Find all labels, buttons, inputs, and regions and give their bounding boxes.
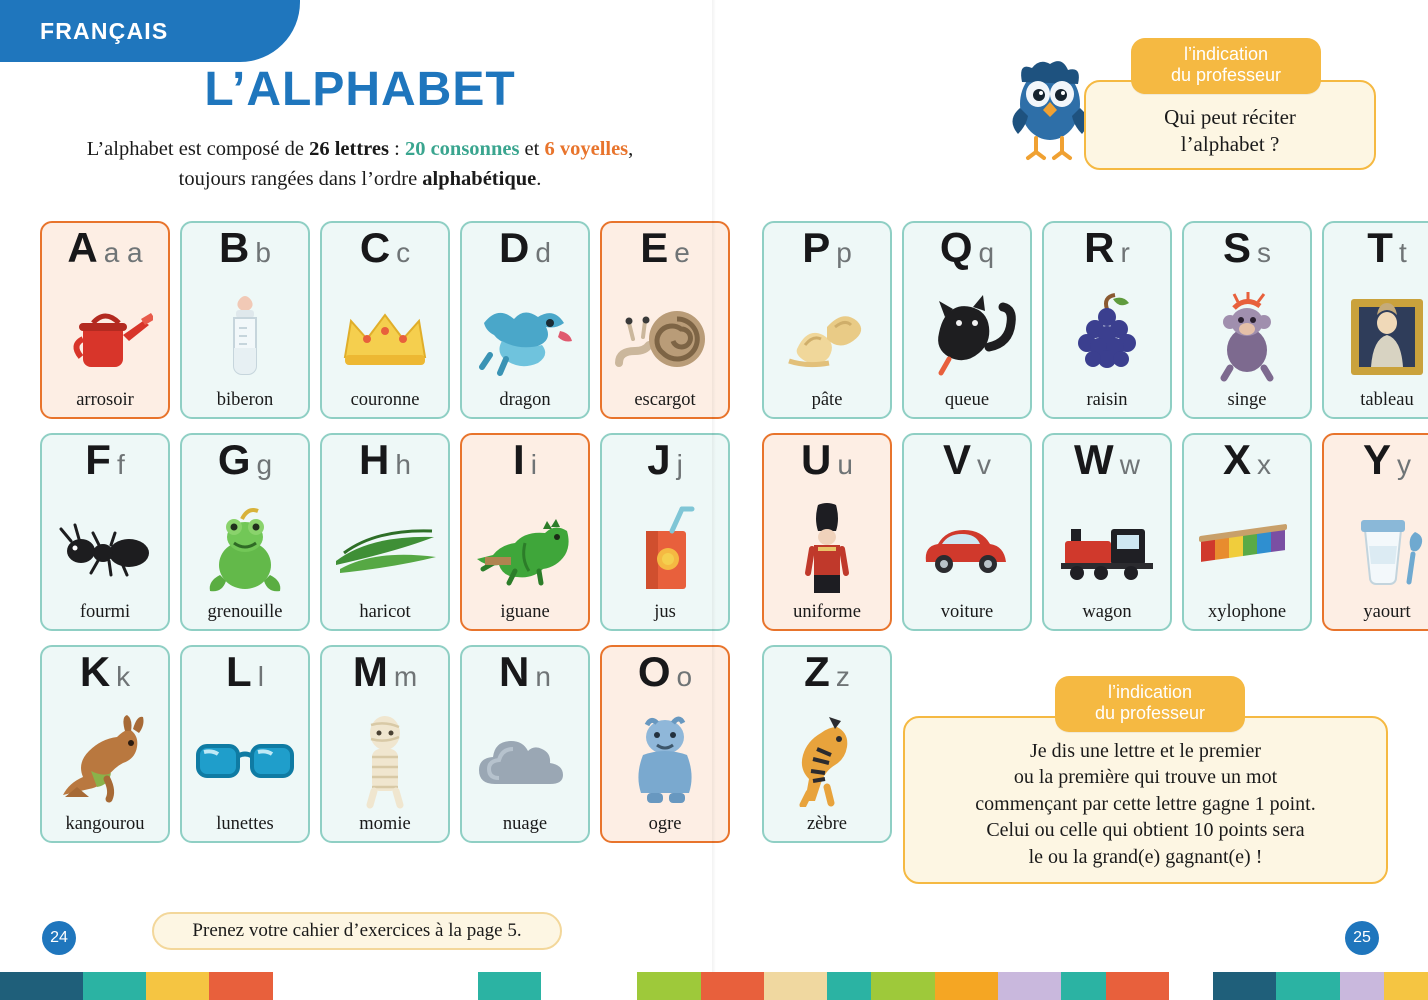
letter-upper: G — [217, 436, 251, 483]
letter-lower: g — [256, 449, 273, 480]
letter-word: kangourou — [65, 813, 145, 834]
letter-upper: W — [1074, 436, 1114, 483]
crown-icon — [322, 283, 448, 391]
letter-lower: n — [535, 661, 551, 692]
letter-card-p[interactable] — [762, 221, 892, 419]
letter-card-y[interactable] — [1322, 433, 1428, 631]
intro-part1: L’alphabet est composé de — [86, 138, 310, 160]
letter-card-f[interactable] — [40, 433, 170, 631]
intro-line2-bold: alphabétique — [422, 167, 537, 190]
letter-upper: F — [85, 436, 111, 483]
letter-word: ogre — [648, 813, 682, 834]
cat-tail-icon — [904, 283, 1030, 391]
letter-pair — [764, 436, 890, 495]
letter-pair — [42, 224, 168, 283]
iguana-icon — [462, 495, 588, 603]
letter-upper: J — [647, 436, 671, 483]
professor-tip-top-line2: l’alphabet ? — [1180, 132, 1280, 156]
letter-word: nuage — [502, 813, 548, 834]
color-bar-segment — [1106, 972, 1169, 1000]
letter-lower: h — [395, 449, 411, 480]
letter-lower: w — [1119, 449, 1140, 480]
color-bar-segment — [209, 972, 272, 1000]
color-bar-segment — [1384, 972, 1428, 1000]
letter-word: arrosoir — [76, 389, 134, 410]
letter-upper: V — [942, 436, 971, 483]
letter-card-w[interactable] — [1042, 433, 1172, 631]
letter-lower: v — [977, 449, 991, 480]
frog-icon — [182, 495, 308, 603]
letter-pair — [462, 648, 588, 707]
color-bar-segment — [827, 972, 871, 1000]
letter-word: escargot — [634, 389, 696, 410]
letter-word: haricot — [359, 601, 411, 622]
letter-pair — [182, 648, 308, 707]
professor-tip-tag-top — [1131, 38, 1321, 94]
professor-tip-tag-line2: du professeur — [1094, 703, 1206, 724]
color-bar-segment — [637, 972, 700, 1000]
letter-card-g[interactable] — [180, 433, 310, 631]
letter-lower: c — [396, 237, 411, 268]
letter-word: couronne — [350, 389, 420, 410]
zebra-icon — [764, 707, 890, 815]
letter-card-s[interactable] — [1182, 221, 1312, 419]
letter-upper: H — [359, 436, 390, 483]
letter-pair — [602, 436, 728, 495]
letter-word: voiture — [940, 601, 994, 622]
letter-upper: R — [1084, 224, 1115, 271]
color-bar-segment — [1276, 972, 1339, 1000]
letter-pair — [1324, 224, 1428, 283]
color-bar-segment — [1169, 972, 1213, 1000]
letter-card-c[interactable] — [320, 221, 450, 419]
letter-upper: Y — [1362, 436, 1391, 483]
color-bar-segment — [764, 972, 827, 1000]
professor-tip-bottom-line5: le ou la grand(e) gagnant(e) ! — [1028, 845, 1263, 868]
letter-pair — [904, 224, 1030, 283]
letter-word: jus — [654, 601, 676, 622]
letter-pair — [322, 224, 448, 283]
monkey-icon — [1184, 283, 1310, 391]
color-bar-segment — [935, 972, 998, 1000]
professor-tip-box-bottom — [903, 716, 1388, 884]
subject-tab-label: FRANÇAIS — [40, 17, 169, 44]
letter-pair — [42, 436, 168, 495]
letter-upper: C — [359, 224, 391, 271]
letter-pair — [1044, 436, 1170, 495]
professor-tip-tag-bottom — [1055, 676, 1245, 732]
letter-lower: p — [836, 237, 852, 268]
letter-upper: B — [219, 224, 250, 271]
color-bar-segment — [1061, 972, 1105, 1000]
letter-card-q[interactable] — [902, 221, 1032, 419]
intro-letter-count: 26 lettres — [309, 138, 389, 160]
letter-word: iguane — [500, 601, 550, 622]
letter-pair — [602, 648, 728, 707]
letter-upper: Z — [804, 648, 830, 695]
alphabet-grid-left — [40, 221, 730, 843]
letter-word: lunettes — [216, 813, 274, 834]
car-icon — [904, 495, 1030, 603]
letter-word: grenouille — [207, 601, 283, 622]
intro-vowels: 6 voyelles — [544, 138, 629, 160]
intro-and: et — [519, 138, 545, 160]
letter-word: yaourt — [1363, 601, 1411, 622]
xylophone-icon — [1184, 495, 1310, 603]
letter-card-n[interactable] — [460, 645, 590, 843]
letter-lower: j — [676, 449, 683, 480]
letter-lower: s — [1257, 237, 1271, 268]
letter-card-d[interactable] — [460, 221, 590, 419]
footer-note: Prenez votre cahier d’exercices à la page 5. — [152, 912, 562, 950]
color-bar-segment — [478, 972, 541, 1000]
letter-lower: u — [837, 449, 853, 480]
juice-box-icon — [602, 495, 728, 603]
color-bar-segment — [415, 972, 478, 1000]
color-bar-segment — [998, 972, 1061, 1000]
letter-card-l[interactable] — [180, 645, 310, 843]
letter-card-r[interactable] — [1042, 221, 1172, 419]
letter-lower: y — [1397, 449, 1411, 480]
letter-lower: k — [116, 661, 131, 692]
letter-pair — [1044, 224, 1170, 283]
letter-pair — [1324, 436, 1428, 495]
letter-lower: o — [676, 661, 693, 692]
professor-tip-top-line1: Qui peut réciter — [1164, 104, 1296, 129]
letter-lower: d — [535, 237, 551, 268]
letter-lower: m — [393, 661, 418, 692]
pasta-icon — [764, 283, 890, 391]
dragon-icon — [462, 283, 588, 391]
cloud-icon — [462, 707, 588, 815]
letter-lower: x — [1257, 449, 1271, 480]
letter-upper: I — [513, 436, 525, 483]
letter-upper: U — [801, 436, 832, 483]
letter-upper: T — [1367, 224, 1393, 271]
letter-lower: b — [255, 237, 271, 268]
letter-upper: Q — [939, 224, 973, 271]
professor-tip-bottom-line2: ou la première qui trouve un mot — [1013, 766, 1278, 789]
professor-tip-bottom-line4: Celui ou celle qui obtient 10 points sera — [986, 819, 1305, 842]
letter-pair — [602, 224, 728, 283]
letter-upper: S — [1222, 224, 1251, 271]
page-title: L’ALPHABET — [204, 63, 516, 116]
letter-pair — [764, 648, 890, 707]
letter-pair — [322, 436, 448, 495]
color-bar-segment — [541, 972, 637, 1000]
letter-card-u[interactable] — [762, 433, 892, 631]
letter-pair — [1184, 436, 1310, 495]
green-beans-icon — [322, 495, 448, 603]
ogre-icon — [602, 707, 728, 815]
letter-card-b[interactable] — [180, 221, 310, 419]
letter-upper: M — [352, 648, 388, 695]
intro-colon: : — [388, 138, 405, 160]
professor-tip-tag-line1: l’indication — [1107, 682, 1193, 702]
letter-card-a[interactable] — [40, 221, 170, 419]
letter-word: pâte — [811, 389, 843, 410]
letter-card-o[interactable] — [600, 645, 730, 843]
intro-part2: , — [628, 138, 634, 160]
letter-word: dragon — [499, 389, 551, 410]
letter-pair — [182, 436, 308, 495]
letter-lower: i — [530, 449, 537, 480]
letter-upper: E — [640, 224, 669, 271]
painting-icon — [1324, 283, 1428, 391]
letter-lower: e — [674, 237, 690, 268]
grapes-icon — [1044, 283, 1170, 391]
page-number-left: 24 — [42, 921, 76, 955]
letter-card-e[interactable] — [600, 221, 730, 419]
letter-pair — [1184, 224, 1310, 283]
watering-can-icon — [42, 283, 168, 391]
letter-word: momie — [359, 813, 411, 834]
color-bar-segment — [871, 972, 934, 1000]
letter-upper: A — [67, 224, 98, 271]
letter-upper: P — [802, 224, 831, 271]
snail-icon — [602, 283, 728, 391]
letter-card-z[interactable] — [762, 645, 892, 843]
letter-pair — [42, 648, 168, 707]
professor-tip-tag-line1: l’indication — [1183, 44, 1269, 64]
letter-card-k[interactable] — [40, 645, 170, 843]
letter-upper: L — [226, 648, 252, 695]
color-bar-segment — [273, 972, 415, 1000]
letter-upper: O — [637, 648, 671, 695]
ant-icon — [42, 495, 168, 603]
color-bar-segment — [1340, 972, 1384, 1000]
letter-pair — [764, 224, 890, 283]
letter-pair — [182, 224, 308, 283]
letter-card-j[interactable] — [600, 433, 730, 631]
letter-lower: a a — [103, 237, 143, 268]
letter-card-t[interactable] — [1322, 221, 1428, 419]
intro-consonants: 20 consonnes — [404, 138, 520, 160]
intro-line2-end: . — [536, 167, 542, 190]
color-bar-segment — [146, 972, 209, 1000]
guard-uniform-icon — [764, 495, 890, 603]
letter-word: raisin — [1086, 389, 1128, 410]
professor-tip-bottom-line3: commençant par cette lettre gagne 1 point. — [975, 792, 1316, 815]
letter-word: singe — [1227, 389, 1267, 410]
letter-word: fourmi — [79, 601, 131, 622]
letter-lower: q — [978, 237, 995, 268]
color-bar-segment — [0, 972, 83, 1000]
letter-pair — [462, 224, 588, 283]
color-bar-segment — [701, 972, 764, 1000]
book-spine — [712, 0, 716, 972]
letter-lower: z — [835, 661, 850, 692]
letter-word: xylophone — [1207, 601, 1287, 622]
letter-word: uniforme — [793, 601, 861, 622]
letter-word: queue — [944, 389, 990, 410]
letter-upper: X — [1222, 436, 1251, 483]
letter-card-m[interactable] — [320, 645, 450, 843]
color-bar-segment — [1213, 972, 1276, 1000]
kangaroo-icon — [42, 707, 168, 815]
professor-tip-tag-line2: du professeur — [1170, 65, 1282, 86]
professor-tip-bottom-line1: Je dis une lettre et le premier — [1029, 740, 1261, 763]
letter-word: wagon — [1082, 601, 1132, 622]
intro-paragraph — [40, 135, 680, 194]
letter-upper: D — [499, 224, 530, 271]
letter-lower: f — [116, 449, 125, 480]
baby-bottle-icon — [182, 283, 308, 391]
letter-lower: t — [1398, 237, 1407, 268]
letter-lower: r — [1120, 237, 1130, 268]
letter-pair — [322, 648, 448, 707]
color-bar-segment — [83, 972, 146, 1000]
letter-card-x[interactable] — [1182, 433, 1312, 631]
subject-tab — [0, 0, 300, 62]
sunglasses-icon — [182, 707, 308, 815]
page-number-right: 25 — [1345, 921, 1379, 955]
train-wagon-icon — [1044, 495, 1170, 603]
letter-pair — [462, 436, 588, 495]
mummy-icon — [322, 707, 448, 815]
letter-card-v[interactable] — [902, 433, 1032, 631]
letter-upper: K — [79, 648, 111, 695]
letter-word: zèbre — [806, 813, 848, 834]
intro-line2-pre: toujours rangées dans l’ordre — [178, 167, 423, 190]
letter-pair — [904, 436, 1030, 495]
letter-lower: l — [257, 661, 264, 692]
letter-word: biberon — [216, 389, 274, 410]
letter-word: tableau — [1360, 389, 1414, 410]
letter-upper: N — [499, 648, 530, 695]
letter-card-h[interactable] — [320, 433, 450, 631]
decorative-color-bar — [0, 972, 1428, 1000]
yogurt-icon — [1324, 495, 1428, 603]
letter-card-i[interactable] — [460, 433, 590, 631]
